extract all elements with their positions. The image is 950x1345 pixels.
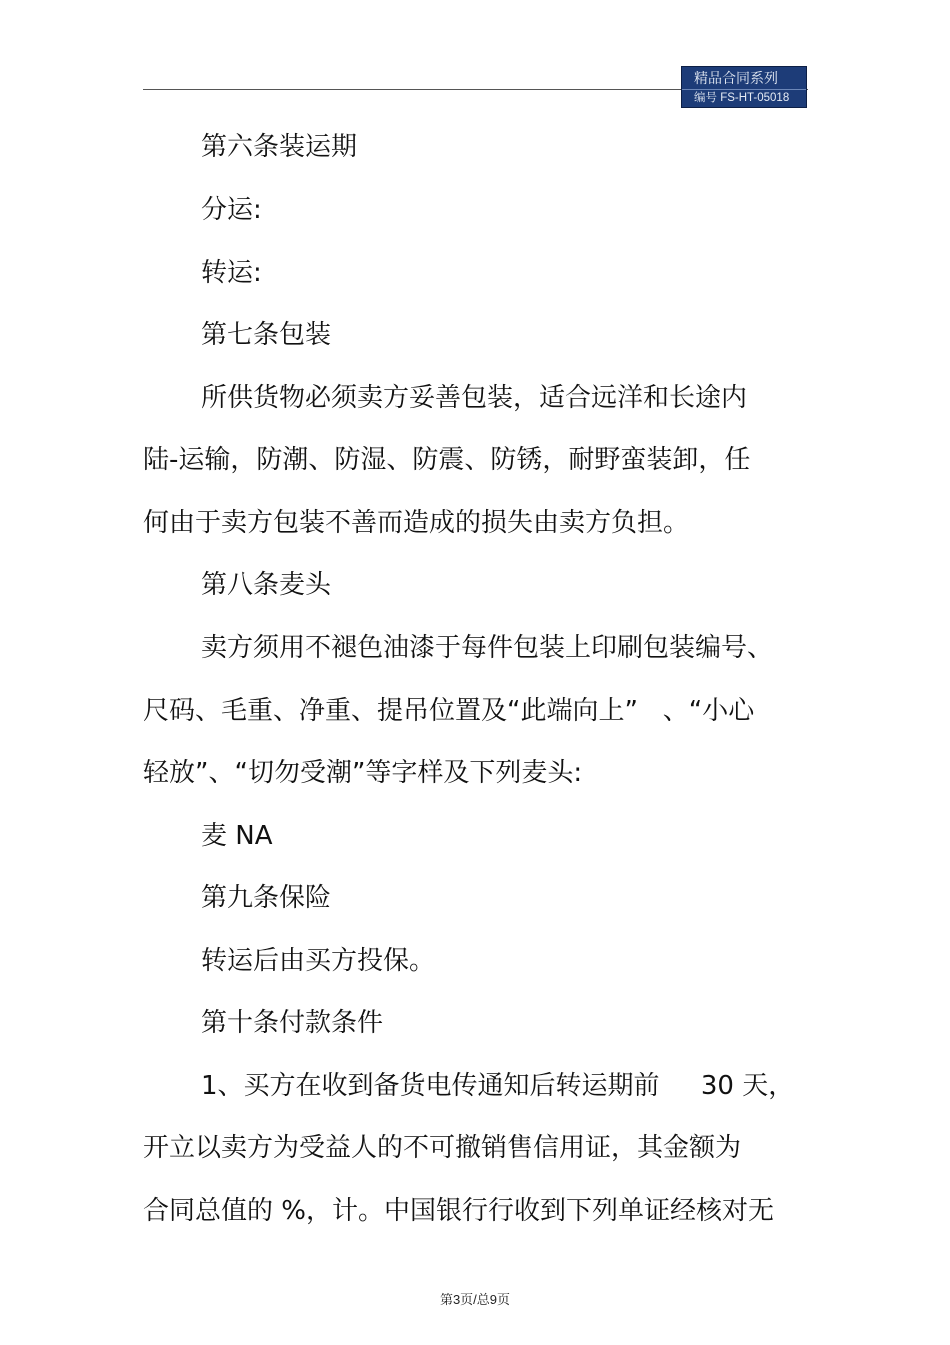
page-number: 第3页/总9页 [439,1292,511,1307]
article-10-heading: 第十条付款条件 [201,1008,384,1038]
badge-divider [682,89,806,90]
article-7-heading: 第七条包装 [201,320,332,350]
series-title: 精品合同系列 [694,70,778,86]
payment-text-line-2: 开立以卖方为受益人的不可撤销售信用证，其金额为 [143,1133,742,1163]
partial-shipment-line: 分运: [201,195,262,225]
marks-text-line-1: 卖方须用不褪色油漆于每件包装上印刷包装编号、 [201,633,774,663]
transshipment-line: 转运: [201,258,262,288]
marks-text-line-2: 尺码、毛重、净重、提吊位置及“此端向上” 、“小心 [143,696,755,726]
article-6-heading: 第六条装运期 [201,132,358,162]
payment-text-line-3: 合同总值的 %，计。中国银行行收到下列单证经核对无 [143,1196,774,1226]
packing-text-line-3: 何由于卖方包装不善而造成的损失由卖方负担。 [143,508,690,538]
article-9-heading: 第九条保险 [201,883,332,913]
insurance-text-line: 转运后由买方投保。 [201,946,436,976]
document-code: 编号 FS-HT-05018 [694,92,790,104]
shipping-mark-line: 麦 NA [201,821,273,851]
series-badge [681,66,807,108]
marks-text-line-3: 轻放”、“切勿受潮”等字样及下列麦头: [143,758,583,788]
payment-text-line-1: 1、买方在收到备货电传通知后转运期前 30 天， [201,1071,795,1101]
packing-text-line-2: 陆-运输，防潮、防湿、防震、防锈，耐野蛮装卸，任 [143,445,751,475]
packing-text-line-1: 所供货物必须卖方妥善包装，适合远洋和长途内 [201,383,748,413]
article-8-heading: 第八条麦头 [201,570,332,600]
